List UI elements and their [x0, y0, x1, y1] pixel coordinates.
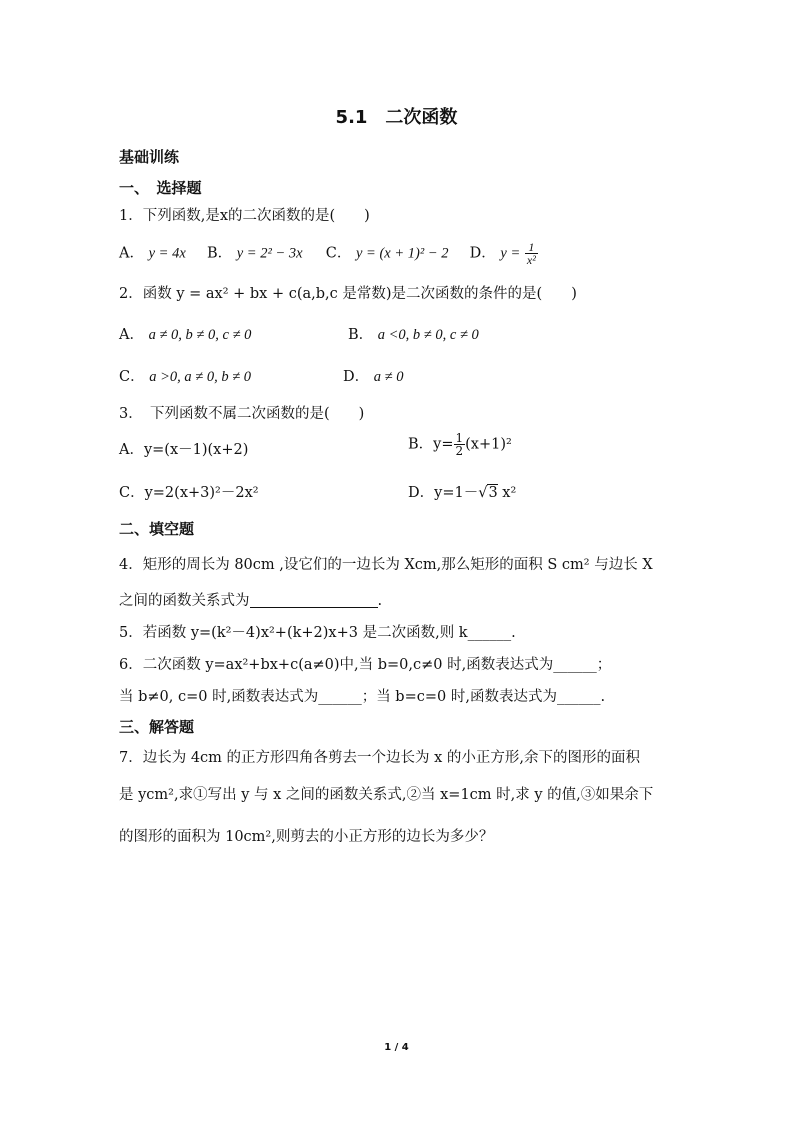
option-d-fraction — [525, 241, 538, 266]
option-d-label: D． — [469, 245, 496, 262]
option-b-expr: y = 2² − 3x — [236, 245, 303, 262]
page-number: 1 / 4 — [384, 1042, 409, 1053]
option-c-label: C． — [325, 245, 352, 262]
option-a-label: A． — [119, 327, 144, 343]
fraction-numerator: 1 — [455, 431, 464, 445]
question-5: 5．若函数 y=(k²－4)x²+(k+2)x+3 是二次函数,则 k______. — [119, 625, 516, 641]
part-heading-solution: 三、解答题 — [119, 718, 195, 736]
part-heading-choice: 一、 选择题 — [119, 179, 202, 197]
question-4-end: . — [377, 593, 383, 609]
question-7-line-3: 的图形的面积为 10cm²,则剪去的小正方形的边长为多少？ — [119, 829, 494, 845]
answer-blank[interactable] — [250, 591, 378, 608]
option-d-prefix: D．y=1－ — [408, 485, 479, 501]
question-4-line-2 — [119, 591, 382, 611]
option-b-expr: a <0, b ≠ 0, c ≠ 0 — [377, 327, 479, 343]
question-2-option-c — [119, 367, 251, 387]
fraction-denominator: x² — [526, 253, 536, 267]
question-3-option-a: A．y=(x－1)(x+2) — [119, 442, 249, 458]
question-2-option-d — [343, 367, 403, 387]
question-6-line-1: 6．二次函数 y=ax²+bx+c(a≠0)中,当 b=0,c≠0 时,函数表达式为______； — [119, 657, 612, 673]
question-3-option-d — [408, 483, 516, 503]
question-3-stem: 3． 下列函数不属二次函数的是( ) — [119, 406, 365, 422]
option-d-expr: a ≠ 0 — [373, 369, 404, 385]
option-c-expr: y = (x + 1)² − 2 — [355, 245, 449, 262]
question-6-line-2: 当 b≠0, c=0 时,函数表达式为______；当 b=c=0 时,函数表达式为______. — [119, 689, 606, 705]
question-4-text: 之间的函数关系式为 — [119, 593, 250, 609]
option-a-expr: y = 4x — [148, 245, 186, 262]
sqrt-radicand: 3 — [488, 485, 498, 501]
option-b-prefix: B．y= — [408, 436, 454, 453]
option-d-lhs: y = — [500, 245, 521, 262]
option-b-label: B． — [206, 245, 233, 262]
question-7-line-2: 是 ycm²,求①写出 y 与 x 之间的函数关系式,②当 x=1cm 时,求 y 的值,③如果余下 — [119, 787, 654, 803]
option-a-expr: a ≠ 0, b ≠ 0, c ≠ 0 — [148, 327, 252, 343]
fraction-numerator: 1 — [525, 241, 538, 254]
option-b-label: B． — [348, 327, 374, 343]
fraction-denominator: 2 — [455, 444, 464, 458]
option-a-label: A． — [119, 245, 144, 262]
option-d-suffix: x² — [502, 485, 517, 501]
question-2-option-a — [119, 325, 251, 345]
question-2-stem: 2．函数 y = ax² + bx + c(a,b,c 是常数)是二次函数的条件的是( ) — [119, 286, 577, 302]
option-b-suffix: (x+1)² — [465, 436, 512, 453]
page-title: 5.1 二次函数 — [335, 107, 458, 128]
question-1-stem: 1．下列函数,是x的二次函数的是( ) — [119, 208, 370, 224]
option-c-label: C． — [119, 369, 145, 385]
option-d-label: D． — [343, 369, 370, 385]
option-c-expr: a >0, a ≠ 0, b ≠ 0 — [149, 369, 252, 385]
question-3-option-c: C．y=2(x+3)²－2x² — [119, 485, 259, 501]
question-4-line-1: 4．矩形的周长为 80cm ,设它们的一边长为 Xcm,那么矩形的面积 S cm² 与边长 X — [119, 557, 653, 573]
option-b-fraction — [454, 432, 466, 457]
sqrt-symbol: √ — [478, 485, 488, 501]
question-7-line-1: 7．边长为 4cm 的正方形四角各剪去一个边长为 x 的小正方形,余下的图形的面积 — [119, 750, 641, 766]
question-1-options — [119, 241, 538, 266]
section-basic-training: 基础训练 — [119, 148, 180, 166]
part-heading-fill-blank: 二、填空题 — [119, 520, 195, 538]
question-3-option-b — [408, 432, 512, 457]
question-2-option-b — [348, 325, 479, 345]
